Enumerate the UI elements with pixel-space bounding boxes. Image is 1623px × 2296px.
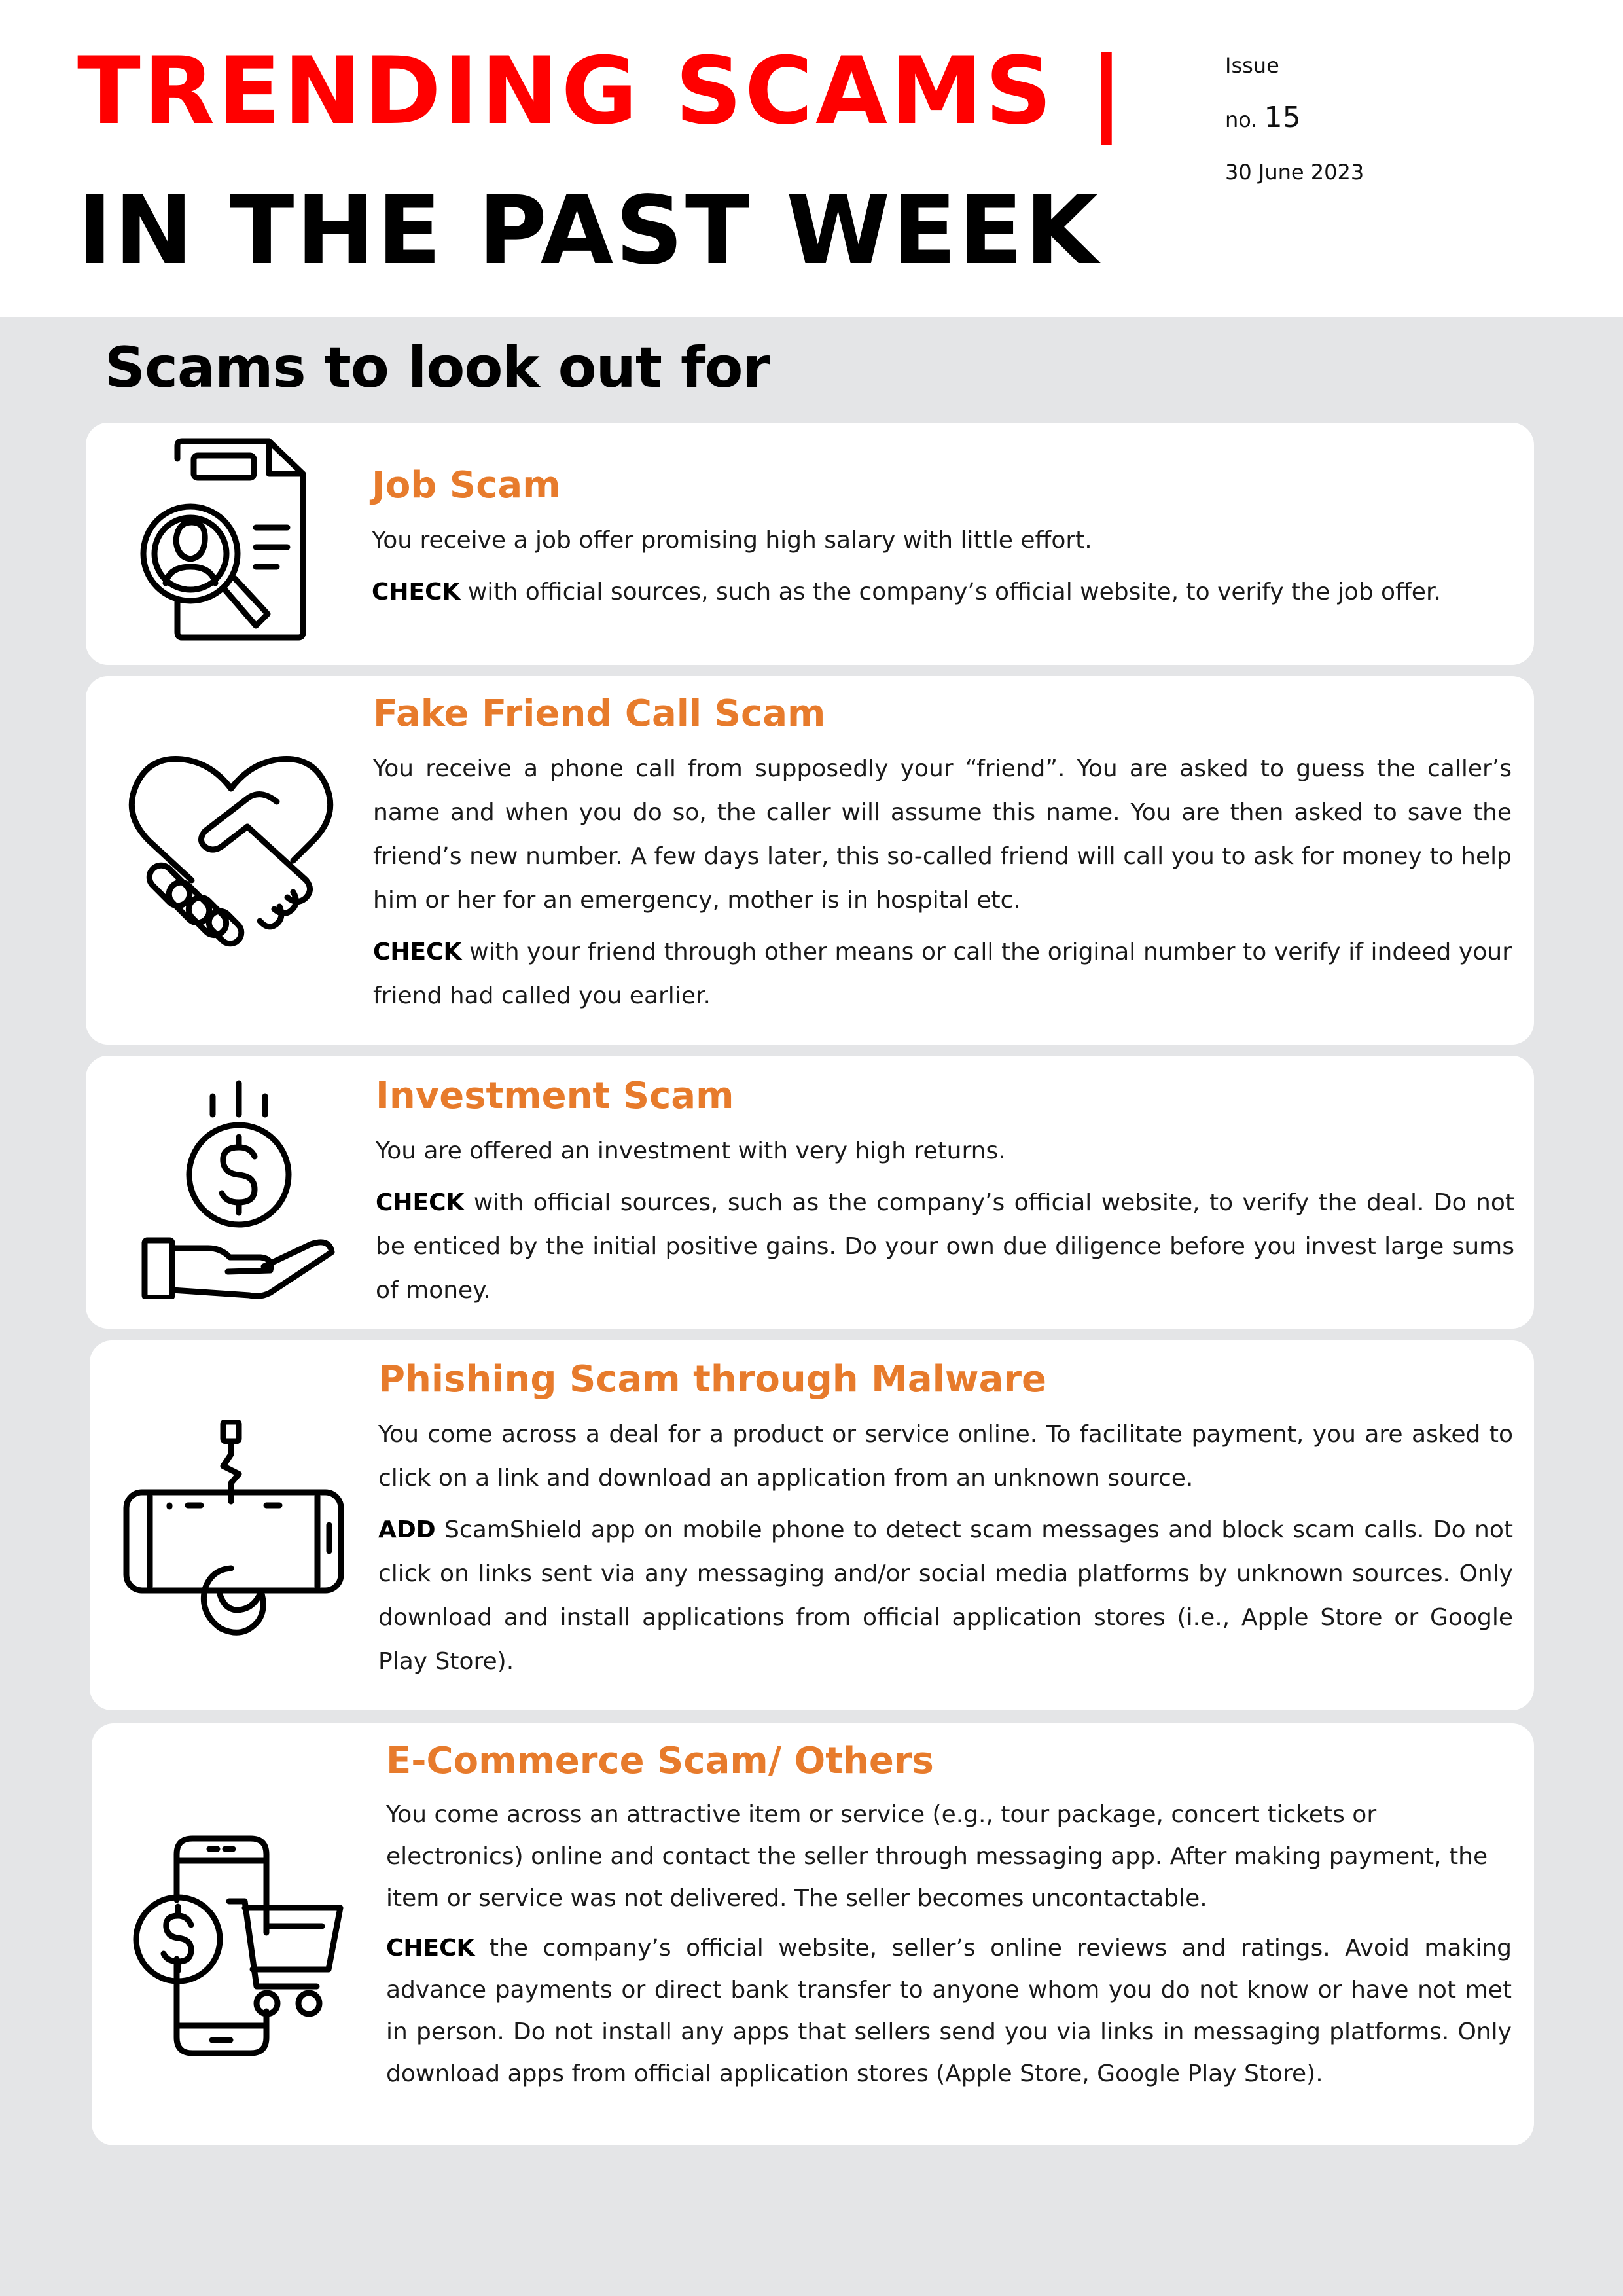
issue-info: [1225, 51, 1364, 187]
scam-advice: [372, 570, 1510, 614]
mobile-shopping-cart-icon: [132, 1835, 348, 2057]
phone-hook-icon: [122, 1420, 345, 1643]
advice-text: with official sources, such as the company’s official website, to verify the job offer.: [460, 579, 1441, 605]
scam-advice: [373, 930, 1512, 1018]
scam-title: Job Scam: [372, 464, 561, 507]
scam-title: Fake Friend Call Scam: [373, 692, 826, 735]
advice-keyword: ADD: [378, 1516, 436, 1543]
advice-keyword: CHECK: [373, 939, 462, 965]
scam-description: You come across a deal for a product or service online. To facilitate payment, you are asked to click on a link and download an application from an unknown source.: [378, 1421, 1513, 1492]
advice-text: with your friend through other means or call the original number to verify if indeed your friend had called you earlier.: [373, 939, 1512, 1009]
header: [0, 0, 1623, 317]
scam-card-job: [86, 423, 1534, 665]
scam-description: You come across an attractive item or service (e.g., tour package, concert tickets or electronics) online and contact the seller through messaging app. After making payment, the item or service was not delivered. The seller becomes uncontactable.: [386, 1801, 1488, 1912]
scam-card-content: [372, 459, 1510, 614]
advice-text: ScamShield app on mobile phone to detect scam messages and block scam calls. Do not click on links sent via any messaging and/or social media platforms by unknown sources. Only download and install applications from official application stores (i.e., Apple Store or Google Play Store).: [378, 1516, 1513, 1675]
title-line-1: TRENDING SCAMS |: [77, 37, 1126, 145]
scam-advice: [386, 1928, 1512, 2095]
section-title: Scams to look out for: [105, 335, 770, 401]
title-line-2: IN THE PAST WEEK: [77, 175, 1100, 285]
scam-card-fake-friend-call: [86, 676, 1534, 1045]
scam-card-content: [373, 688, 1512, 1018]
scam-description: You receive a phone call from supposedly your “friend”. You are asked to guess the caller’s name and when you do so, the caller will assume this name. You are then asked to save the friend’s new number. A few days later, this so-called friend will call you to ask for money to help him or her for an emergency, mother is in hospital etc.: [373, 755, 1512, 914]
scam-description: You are offered an investment with very high returns.: [376, 1138, 1006, 1164]
scam-title: Investment Scam: [376, 1075, 734, 1117]
scam-card-investment: [86, 1056, 1534, 1329]
advice-keyword: CHECK: [372, 579, 461, 605]
scam-advice: [378, 1508, 1513, 1683]
scam-description: You receive a job offer promising high salary with little effort.: [372, 527, 1092, 554]
issue-number-prefix: no.: [1225, 107, 1258, 132]
issue-number-value: 15: [1264, 101, 1301, 134]
scam-card-content: [376, 1070, 1514, 1312]
advice-text: the company’s official website, seller’s online reviews and ratings. Avoid making advance payments or direct bank transfer to anyone whom you do not know or have not met in person. Do not install any apps that sellers send you via links in messaging platforms. Only download apps from official application stores (Apple Store, Google Play Store).: [386, 1935, 1512, 2087]
scam-title: Phishing Scam through Malware: [378, 1358, 1046, 1401]
advice-keyword: CHECK: [376, 1189, 465, 1216]
scam-title: E-Commerce Scam/ Others: [386, 1740, 934, 1782]
job-search-document-icon: [132, 436, 328, 645]
scam-card-phishing-malware: [90, 1340, 1534, 1710]
hand-coin-icon: [139, 1077, 336, 1299]
advice-text: with official sources, such as the company’s official website, to verify the deal. Do not be enticed by the initial positive gains. Do your own due diligence before you invest large sums of money.: [376, 1189, 1514, 1304]
advice-keyword: CHECK: [386, 1935, 475, 1962]
issue-date: 30 June 2023: [1225, 160, 1364, 185]
scam-card-ecommerce: [92, 1723, 1534, 2145]
issue-number: [1225, 103, 1364, 134]
heart-handshake-icon: [120, 749, 342, 952]
scam-advice: [376, 1181, 1514, 1312]
issue-label: Issue: [1225, 53, 1279, 78]
scam-card-content: [386, 1735, 1512, 2095]
scam-card-content: [378, 1354, 1513, 1683]
